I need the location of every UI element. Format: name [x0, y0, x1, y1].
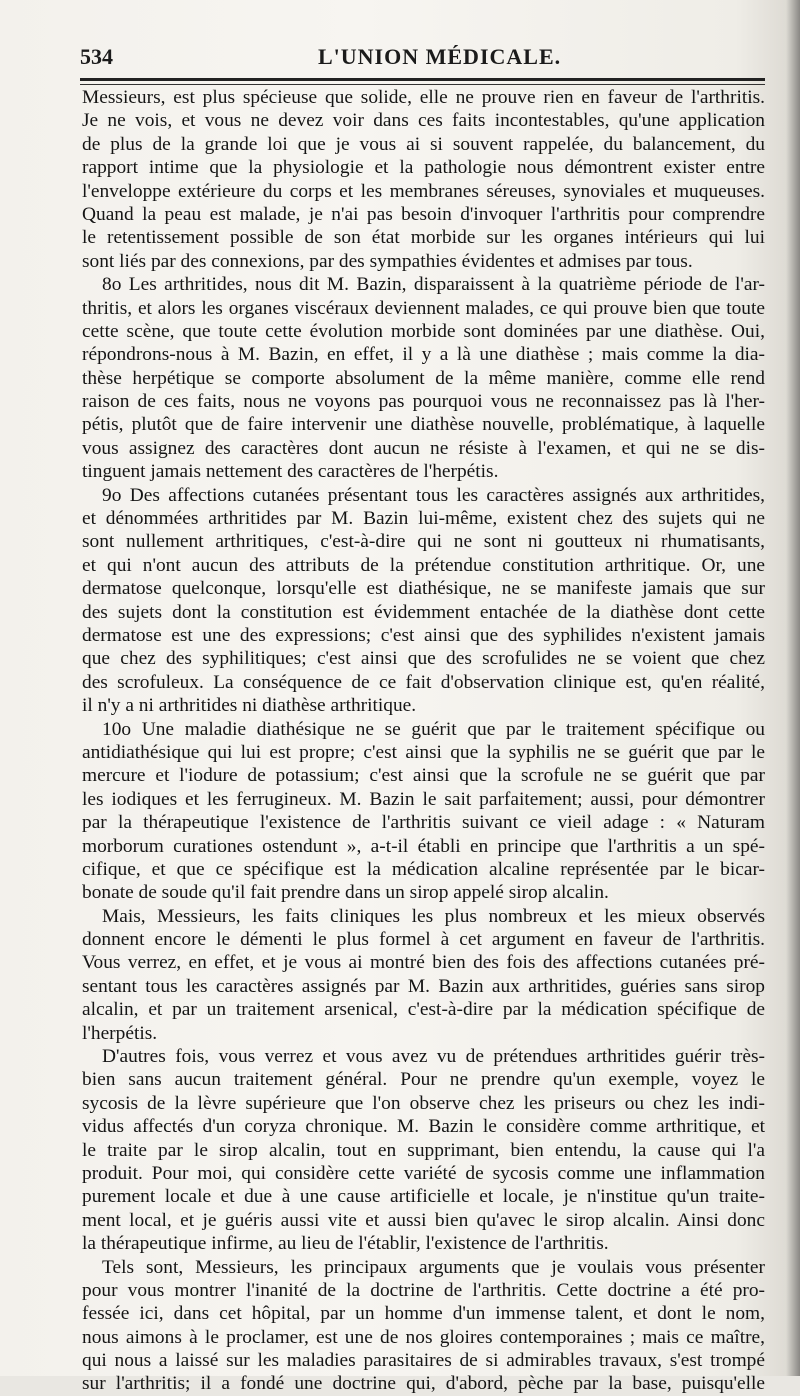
- text-line: l'herpétis.: [82, 1022, 158, 1044]
- text-line: sont liés par des connexions, par des sympathies évidentes et admises par tous.: [82, 250, 693, 272]
- text-line: qui nous a laissé sur les maladies parasitaires de si admirables travaux, s'est trompé: [82, 1350, 765, 1372]
- text-line: il n'y a ni arthritides ni diathèse arthritique.: [82, 695, 417, 717]
- text-line: Mais, Messieurs, les faits cliniques les plus nombreux et les mieux observés: [102, 905, 765, 927]
- text-line: pétis, plutôt que de faire intervenir une diathèse nouvelle, problématique, à laquelle: [82, 414, 765, 436]
- text-line: dermatose est une des expressions; c'est ainsi que des syphilides n'existent jamais: [82, 624, 765, 646]
- text-line: raison de ces faits, nous ne voyons pas pourquoi vous ne reconnaissez pas là l'her-: [82, 391, 765, 413]
- text-line: sur l'arthritis; il a fondé une doctrine qui, d'abord, pèche par la base, puisqu'elle: [82, 1373, 765, 1395]
- text-line: par la thérapeutique l'existence de l'arthritis suivant ce vieil adage : « Naturam: [82, 812, 765, 834]
- text-line: 8o Les arthritides, nous dit M. Bazin, disparaissent à la quatrième période de l'ar-: [102, 274, 765, 296]
- text-line: la thérapeutique infirme, au lieu de l'établir, l'existence de l'arthritis.: [82, 1233, 609, 1255]
- text-line: et dénommées arthritides par M. Bazin lui-même, existent chez des sujets qui ne: [82, 508, 765, 530]
- text-line: alcalin, et par un traitement arsenical, c'est-à-dire par la médication spécifique de: [82, 999, 765, 1021]
- text-line: rapport intime que la physiologie et la pathologie nous démontrent exister entre: [82, 157, 765, 179]
- text-line: tinguent jamais nettement des caractères de l'herpétis.: [82, 461, 499, 483]
- text-line: thritis, et alors les organes viscéraux deviennent malades, ce qui prouve bien que toute: [82, 297, 765, 319]
- text-line: répondrons-nous à M. Bazin, en effet, il y a là une diathèse ; mais comme la dia-: [82, 344, 765, 366]
- header-rule-thick: [80, 78, 765, 81]
- body-text: [82, 86, 765, 1396]
- text-line: antidiathésique qui lui est propre; c'est ainsi que la syphilis ne se guérit que par le: [82, 741, 765, 763]
- header-rule-thin: [80, 84, 765, 85]
- text-line: et qui n'ont aucun des attributs de la prétendue constitution arthritique. Or, une: [82, 554, 765, 576]
- text-line: vous assignez des caractères dont aucun ne résiste à l'examen, et qui ne se dis-: [82, 437, 765, 459]
- text-line: 10o Une maladie diathésique ne se guérit que par le traitement spécifique ou: [102, 718, 765, 740]
- text-line: des sujets dont la constitution est évidemment entachée de la diathèse dont cette: [82, 601, 765, 623]
- text-line: l'enveloppe extérieure du corps et les membranes séreuses, synoviales et muqueuses.: [82, 180, 765, 202]
- text-line: bien sans aucun traitement général. Pour ne prendre qu'un exemple, voyez le: [82, 1069, 765, 1091]
- text-line: thèse herpétique se comporte absolument de la même manière, comme elle rend: [82, 367, 765, 389]
- text-line: D'autres fois, vous verrez et vous avez vu de prétendues arthritides guérir très-: [102, 1046, 765, 1068]
- text-line: morborum curationes ostendunt », a-t-il établi en principe que l'arthritis a un spé-: [82, 835, 765, 857]
- text-line: que chez des syphilitiques; c'est ainsi que des scrofulides ne se voient que chez: [82, 648, 765, 670]
- text-line: fessée ici, dans cet hôpital, par un homme d'un immense talent, et dont le nom,: [82, 1303, 765, 1325]
- page-number: 534: [80, 44, 113, 69]
- text-line: pour vous montrer l'inanité de la doctrine de l'arthritis. Cette doctrine a été pro-: [82, 1279, 765, 1301]
- journal-title: L'UNION MÉDICALE.: [318, 44, 562, 69]
- text-line: de plus de la grande loi que je vous ai si souvent rappelée, du balancement, du: [82, 133, 765, 155]
- text-line: des scrofuleux. La conséquence de ce fait d'observation clinique est, qu'en réalité,: [82, 671, 765, 693]
- text-line: les iodiques et les ferrugineux. M. Bazin le sait parfaitement; aussi, pour démontrer: [82, 788, 765, 810]
- text-line: nous aimons à le proclamer, est une de nos gloires contemporaines ; mais ce maître,: [82, 1326, 765, 1348]
- text-line: cette scène, que toute cette évolution morbide sont dominées par une diathèse. Oui,: [82, 320, 765, 342]
- text-line: dermatose quelconque, lorsqu'elle est diathésique, ne se manifeste jamais que sur: [82, 578, 765, 600]
- text-line: produit. Pour moi, qui considère cette variété de sycosis comme une inflammation: [82, 1162, 765, 1184]
- text-line: vidus affectés d'un coryza chronique. M. Bazin le considère comme arthritique, et: [82, 1116, 765, 1138]
- text-line: purement locale et due à une cause artificielle et locale, je n'institue qu'un traite-: [82, 1186, 765, 1208]
- text-line: donnent encore le démenti le plus formel à cet argument en faveur de l'arthritis.: [82, 929, 765, 951]
- text-line: sentant tous les caractères assignés par M. Bazin aux arthritides, guéries sans sirop: [82, 975, 765, 997]
- text-line: Tels sont, Messieurs, les principaux arguments que je voulais vous présenter: [102, 1256, 765, 1278]
- text-line: sont nullement arthritiques, c'est-à-dire qui ne sont ni goutteux ni rhumatisants,: [82, 531, 765, 553]
- text-line: le traite par le sirop alcalin, tout en supprimant, bien entendu, la cause qui l'a: [82, 1139, 765, 1161]
- text-line: bonate de soude qu'il fait prendre dans un sirop appelé sirop alcalin.: [82, 882, 609, 904]
- text-line: sycosis de la lèvre supérieure que l'on observe chez les priseurs ou chez les indi-: [82, 1092, 765, 1114]
- text-line: mercure et l'iodure de potassium; c'est ainsi que la scrofule ne se guérit que par: [82, 765, 765, 787]
- book-spine-shadow: [786, 0, 800, 1376]
- text-line: Messieurs, est plus spécieuse que solide, elle ne prouve rien en faveur de l'arthritis.: [82, 87, 765, 108]
- text-line: Vous verrez, en effet, et je vous ai montré bien des fois des affections cutanées pré-: [82, 952, 765, 974]
- text-line: cifique, et que ce spécifique est la médication alcaline représentée par le bicar-: [82, 858, 765, 880]
- text-line: Quand la peau est malade, je n'ai pas besoin d'invoquer l'arthritis pour comprendre: [82, 203, 765, 225]
- text-line: 9o Des affections cutanées présentant tous les caractères assignés aux arthritides,: [102, 484, 765, 506]
- text-line: ment local, et je guéris aussi vite et aussi bien qu'avec le sirop alcalin. Ainsi donc: [82, 1209, 765, 1231]
- text-line: Je ne vois, et vous ne devez voir dans ces faits incontestables, qu'une application: [82, 110, 765, 132]
- page-header: [80, 44, 765, 74]
- text-line: le retentissement possible de son état morbide sur les organes intérieurs qui lui: [82, 227, 765, 249]
